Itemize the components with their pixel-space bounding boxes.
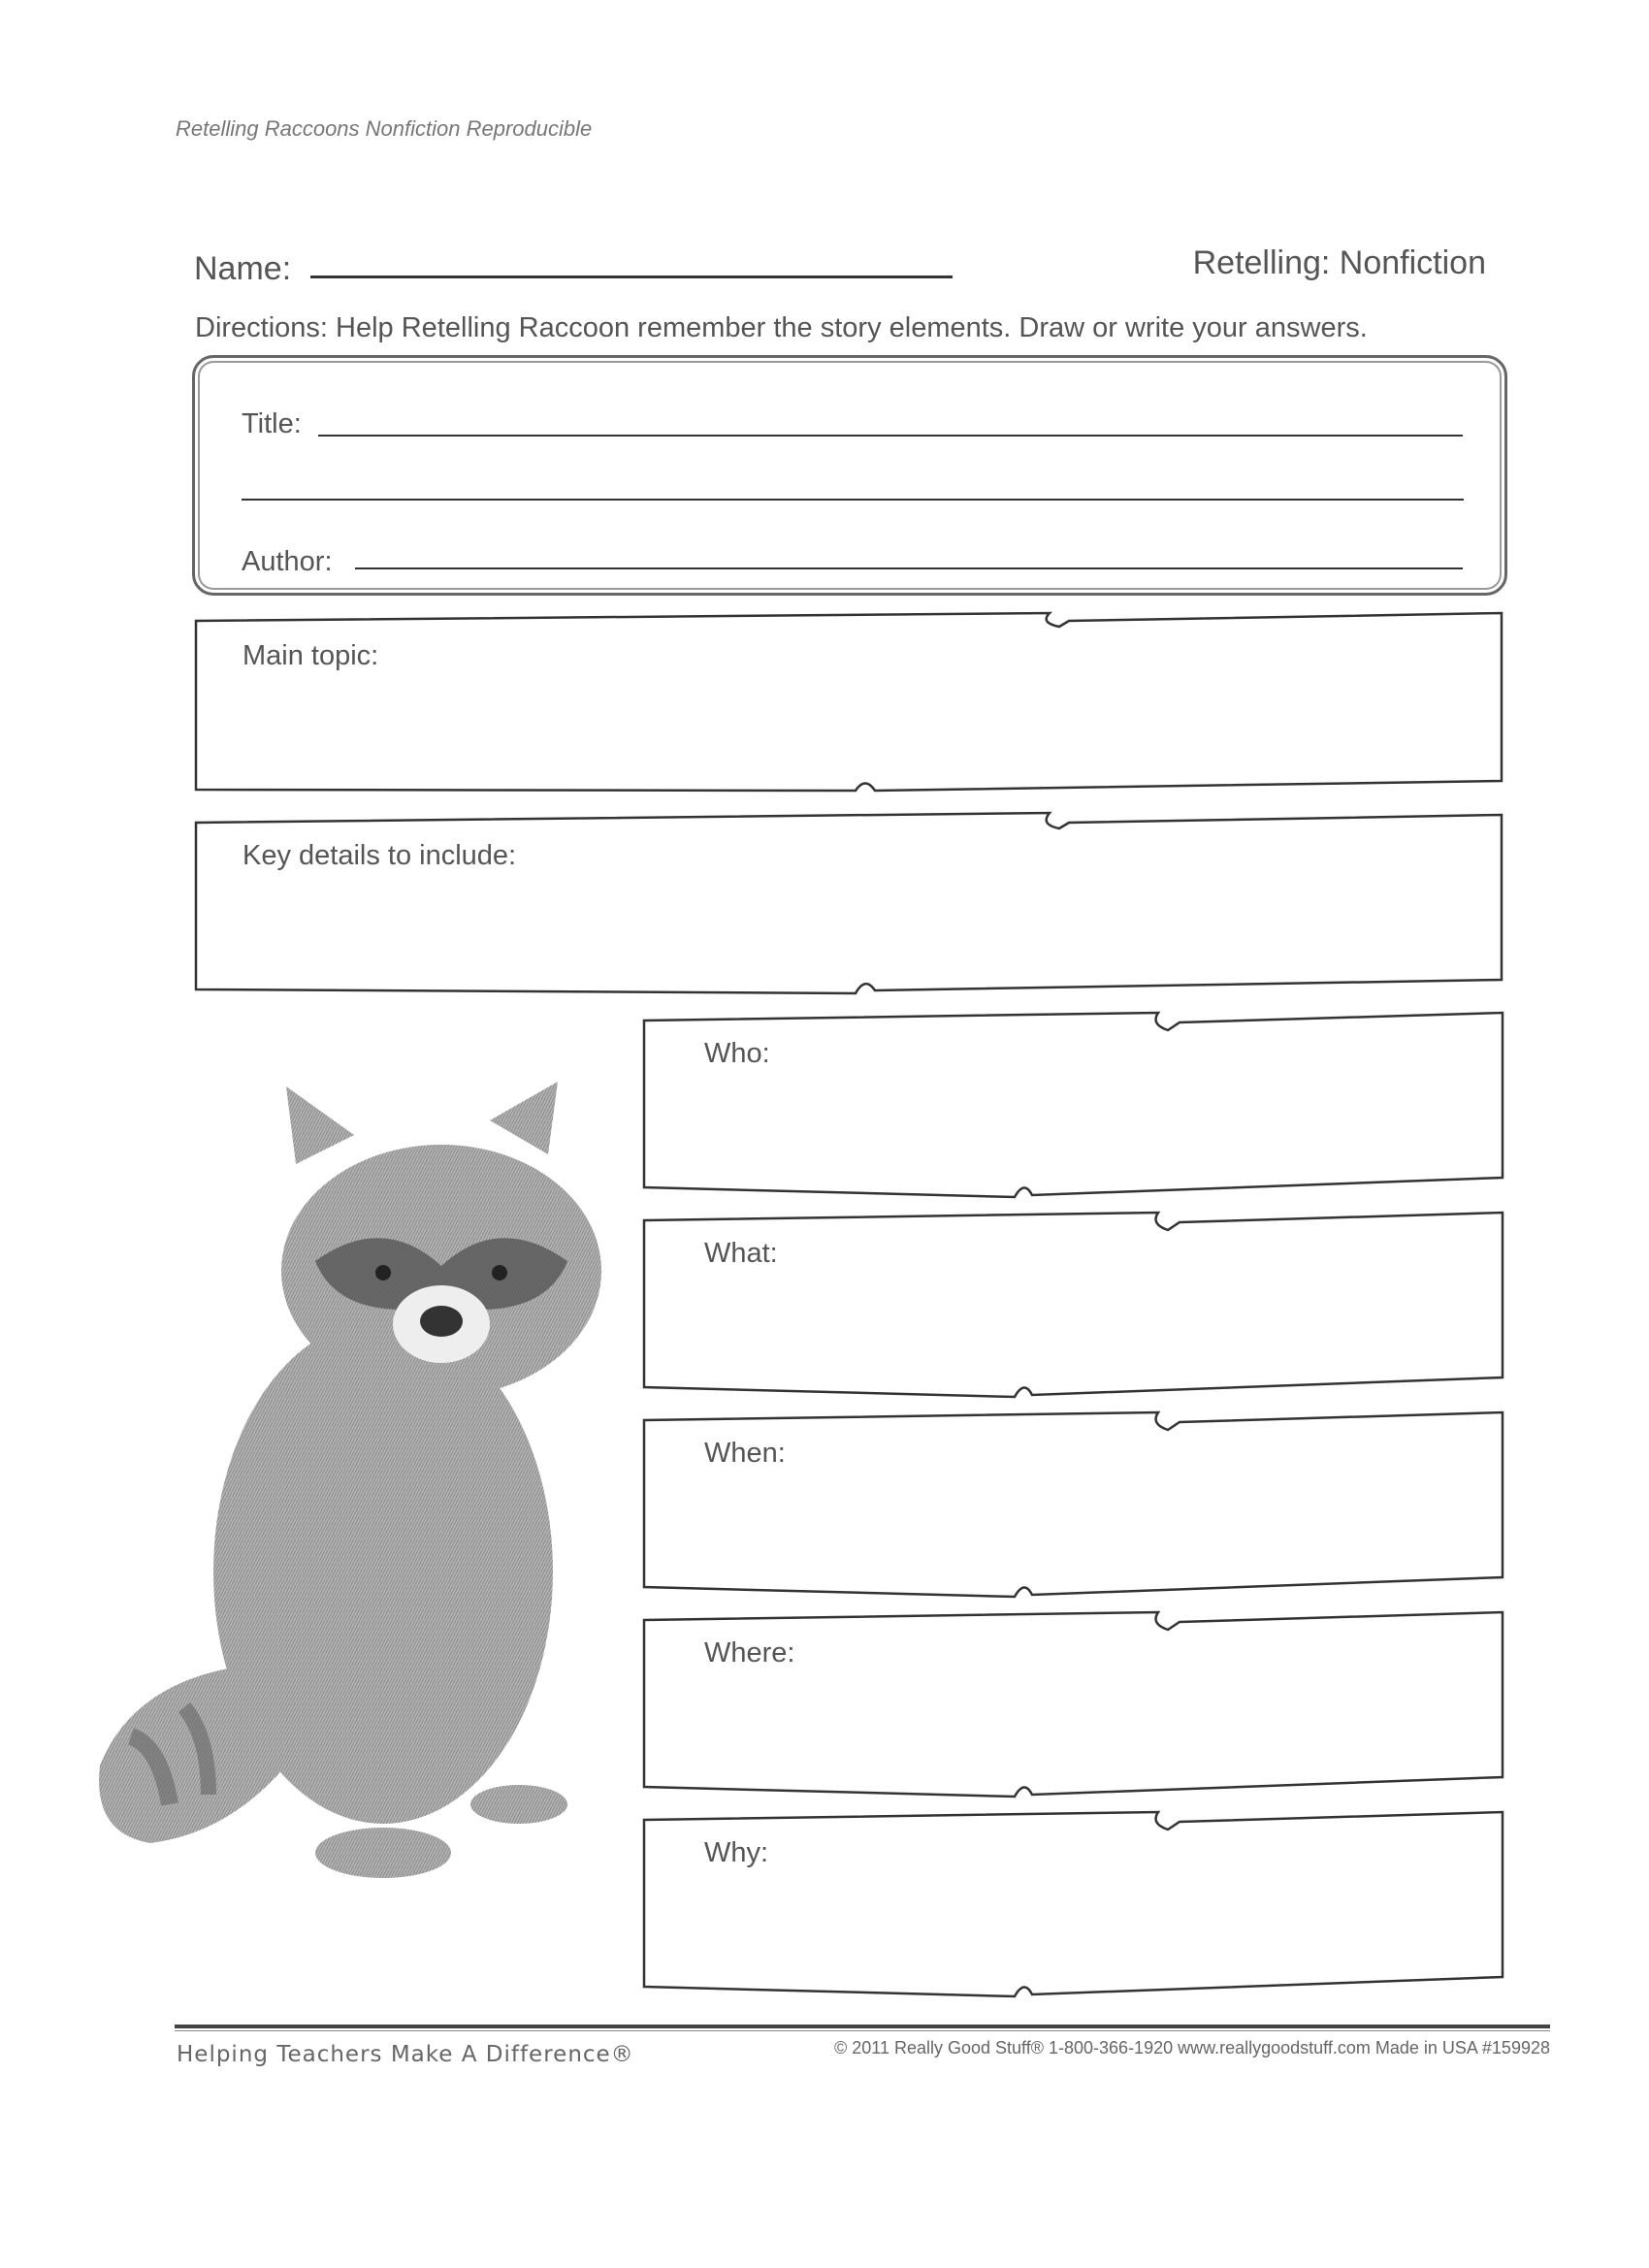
raccoon-icon xyxy=(92,1067,635,1892)
where-label: Where: xyxy=(704,1637,795,1669)
key-details-frame xyxy=(196,811,1502,997)
worksheet-title: Retelling: Nonfiction xyxy=(1192,244,1486,281)
what-label: What: xyxy=(704,1238,778,1269)
footer-credits: © 2011 Really Good Stuff® 1-800-366-1920 www.reallygoodstuff.com Made in USA #159928 xyxy=(834,2038,1550,2057)
title-field-line-2[interactable] xyxy=(242,499,1464,501)
why-label: Why: xyxy=(704,1837,769,1868)
directions-text: Directions: Help Retelling Raccoon remember the story elements. Draw or write your answers. xyxy=(195,312,1368,343)
key-details-label: Key details to include: xyxy=(242,840,517,871)
what-box[interactable] xyxy=(644,1209,1503,1398)
who-label: Who: xyxy=(704,1038,770,1069)
main-topic-box[interactable] xyxy=(196,611,1502,795)
who-box[interactable] xyxy=(644,1009,1503,1198)
footer-divider xyxy=(175,2025,1550,2028)
author-label: Author: xyxy=(242,546,333,577)
footer-divider-thin xyxy=(175,2030,1550,2031)
where-box[interactable] xyxy=(644,1608,1503,1798)
title-label: Title: xyxy=(242,408,302,439)
when-label: When: xyxy=(704,1438,786,1469)
key-details-box[interactable] xyxy=(196,811,1502,997)
main-topic-label: Main topic: xyxy=(242,640,379,671)
author-field[interactable] xyxy=(355,567,1463,569)
name-field[interactable] xyxy=(310,275,953,278)
who-frame xyxy=(644,1009,1503,1198)
why-frame xyxy=(644,1808,1503,1997)
why-box[interactable] xyxy=(644,1808,1503,1997)
name-label: Name: xyxy=(194,250,292,287)
reproducible-note: Retelling Raccoons Nonfiction Reproducible xyxy=(176,116,593,141)
when-box[interactable] xyxy=(644,1409,1503,1598)
raccoon-illustration xyxy=(92,1067,635,1892)
footer-tagline: Helping Teachers Make A Difference® xyxy=(177,2042,634,2067)
title-field[interactable] xyxy=(318,435,1463,437)
title-author-box xyxy=(192,355,1507,596)
main-topic-frame xyxy=(196,611,1502,795)
